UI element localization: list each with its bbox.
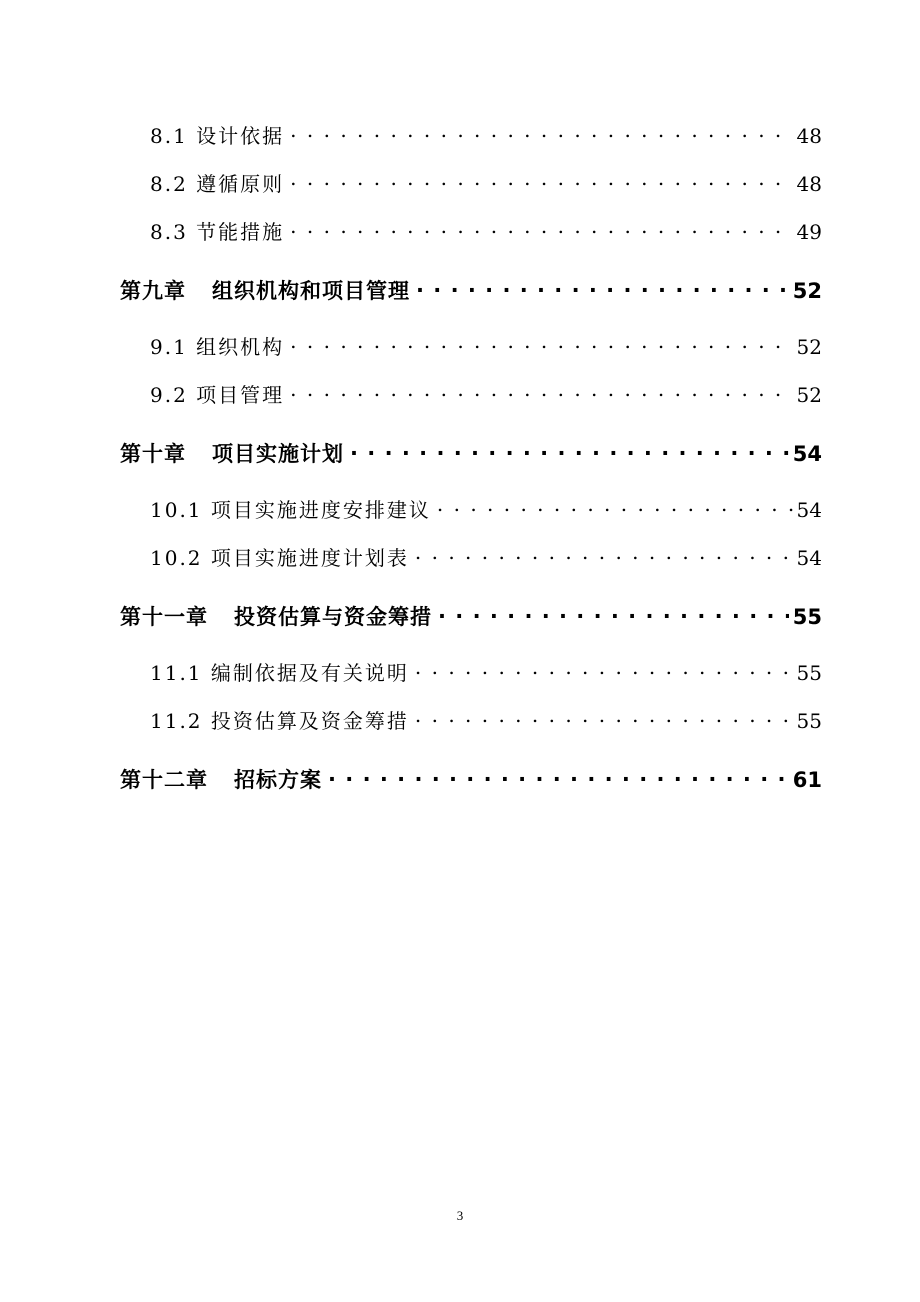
toc-entry-8-2[interactable] bbox=[150, 168, 822, 197]
toc-entry-title: 投资估算及资金筹措 bbox=[210, 709, 409, 733]
toc-entry-page: 54 bbox=[796, 498, 822, 522]
toc-entry-title: 设计依据 bbox=[196, 124, 285, 148]
toc-chapter-title: 项目实施计划 bbox=[212, 442, 344, 466]
toc-entry-page: 55 bbox=[796, 661, 822, 685]
toc-chapter-page: 55 bbox=[792, 605, 822, 629]
dot-leader bbox=[290, 123, 792, 143]
toc-entry-number: 11.2 bbox=[150, 709, 203, 733]
dot-leader bbox=[290, 334, 792, 354]
dot-leader bbox=[415, 660, 793, 680]
toc-entry-title: 项目实施进度安排建议 bbox=[210, 498, 431, 522]
toc-chapter-number: 第九章 bbox=[120, 279, 186, 303]
toc-entry-title: 遵循原则 bbox=[196, 172, 285, 196]
toc-chapter-title: 投资估算与资金筹措 bbox=[234, 605, 432, 629]
toc-entry-page: 48 bbox=[796, 172, 822, 196]
toc-entry-number: 9.2 bbox=[150, 383, 188, 407]
toc-chapter-page: 61 bbox=[792, 768, 822, 792]
toc-entry-11-1[interactable] bbox=[150, 657, 822, 686]
toc-entry-9-1[interactable] bbox=[150, 331, 822, 360]
toc-entry-page: 52 bbox=[796, 335, 822, 359]
dot-leader bbox=[290, 382, 792, 402]
toc-entry-number: 11.1 bbox=[150, 661, 203, 685]
toc-chapter-title: 组织机构和项目管理 bbox=[212, 279, 410, 303]
toc-chapter-10[interactable] bbox=[120, 438, 822, 468]
toc-entry-8-3[interactable] bbox=[150, 216, 822, 245]
toc-chapter-number: 第十二章 bbox=[120, 768, 208, 792]
toc-chapter-9[interactable] bbox=[120, 275, 822, 305]
dot-leader bbox=[290, 171, 792, 191]
toc-entry-8-1[interactable] bbox=[150, 120, 822, 149]
toc-entry-number: 8.3 bbox=[150, 220, 188, 244]
toc-entry-number: 8.2 bbox=[150, 172, 188, 196]
dot-leader bbox=[437, 497, 793, 517]
toc-entry-9-2[interactable] bbox=[150, 379, 822, 408]
toc-chapter-11[interactable] bbox=[120, 601, 822, 631]
toc-entry-number: 10.2 bbox=[150, 546, 203, 570]
toc-chapter-number: 第十章 bbox=[120, 442, 186, 466]
toc-entry-title: 项目管理 bbox=[196, 383, 285, 407]
dot-leader bbox=[290, 219, 792, 239]
toc-entry-page: 54 bbox=[796, 546, 822, 570]
toc-entry-title: 编制依据及有关说明 bbox=[210, 661, 409, 685]
toc-entry-title: 项目实施进度计划表 bbox=[210, 546, 409, 570]
dot-leader bbox=[328, 766, 789, 787]
toc-entry-page: 48 bbox=[796, 124, 822, 148]
dot-leader bbox=[416, 277, 789, 298]
dot-leader bbox=[350, 440, 789, 461]
toc-entry-number: 9.1 bbox=[150, 335, 188, 359]
dot-leader bbox=[415, 545, 793, 565]
page-number: 3 bbox=[456, 1208, 464, 1223]
toc-chapter-page: 54 bbox=[792, 442, 822, 466]
toc-entry-title: 节能措施 bbox=[196, 220, 285, 244]
toc-entry-number: 8.1 bbox=[150, 124, 188, 148]
toc-entry-page: 52 bbox=[796, 383, 822, 407]
toc-entry-10-2[interactable] bbox=[150, 542, 822, 571]
toc-chapter-page: 52 bbox=[792, 279, 822, 303]
toc-entry-10-1[interactable] bbox=[150, 494, 822, 523]
toc-chapter-12[interactable] bbox=[120, 764, 822, 794]
toc-entry-number: 10.1 bbox=[150, 498, 203, 522]
dot-leader bbox=[438, 603, 789, 624]
toc-chapter-number: 第十一章 bbox=[120, 605, 208, 629]
toc-entry-page: 49 bbox=[796, 220, 822, 244]
toc-entry-page: 55 bbox=[796, 709, 822, 733]
dot-leader bbox=[415, 708, 793, 728]
toc-entry-11-2[interactable] bbox=[150, 705, 822, 734]
toc-entry-title: 组织机构 bbox=[196, 335, 285, 359]
toc-chapter-title: 招标方案 bbox=[234, 768, 322, 792]
